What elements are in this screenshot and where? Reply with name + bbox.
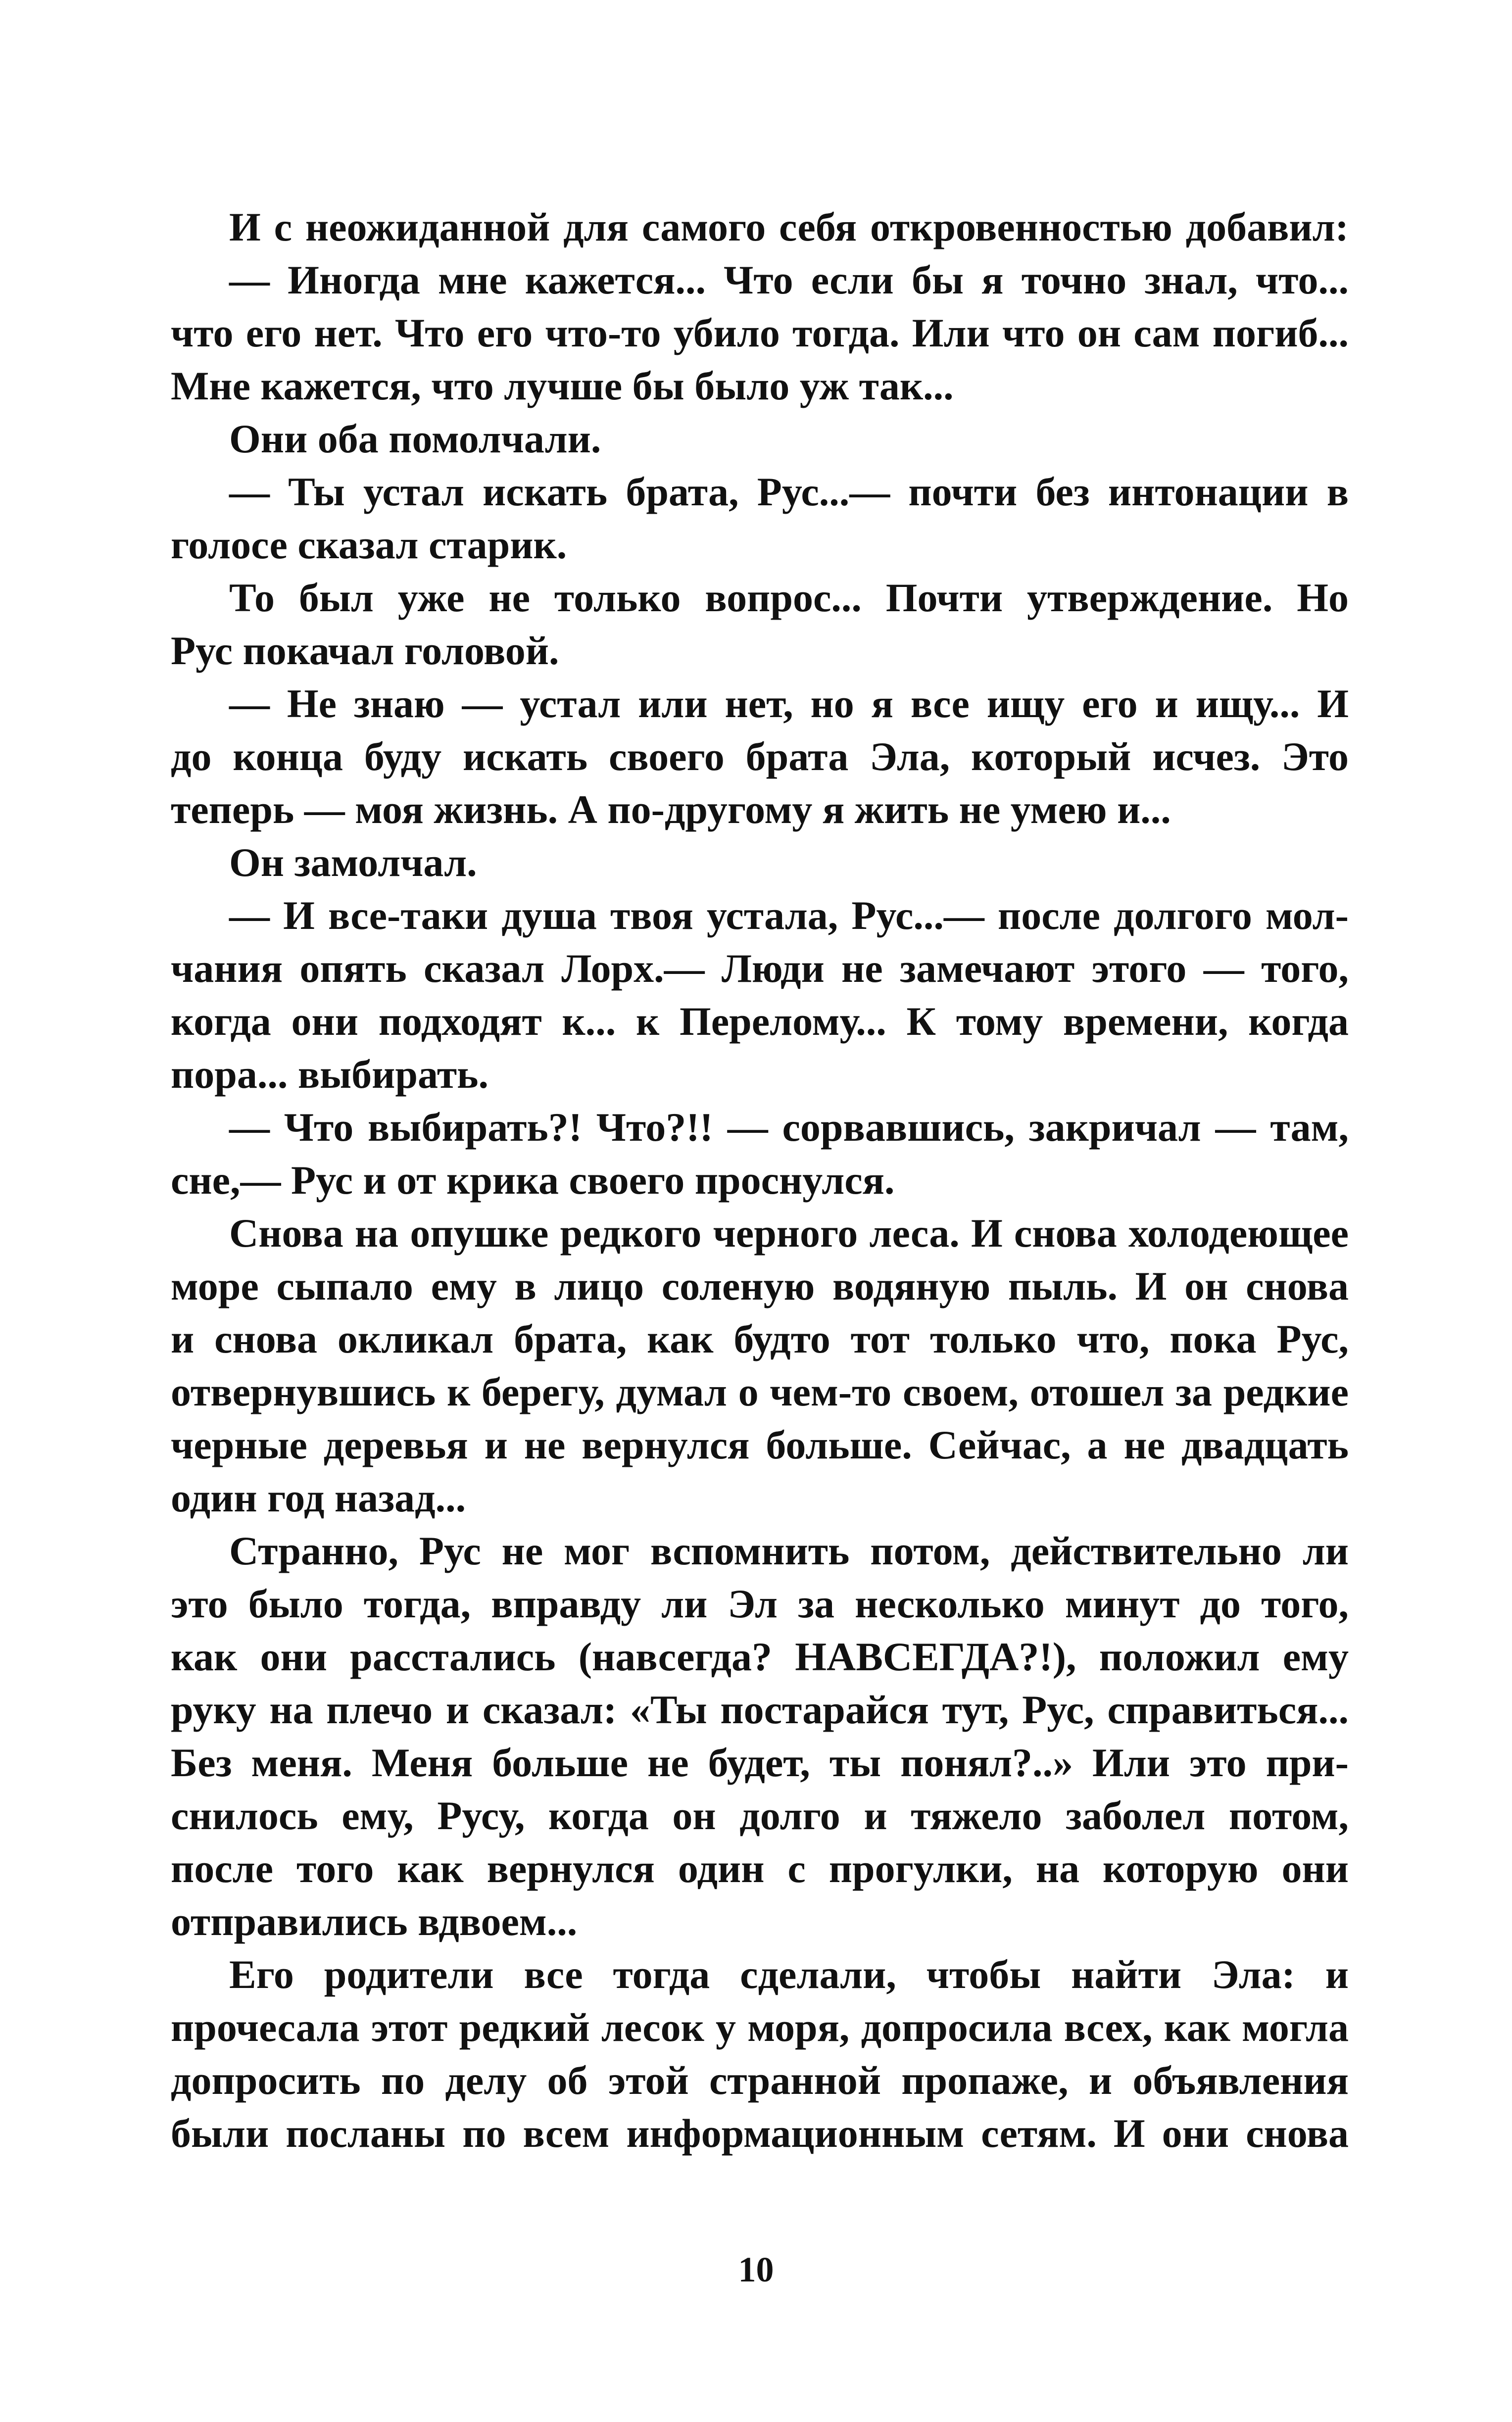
- text-line: отправились вдвоем...: [171, 1899, 578, 1944]
- text-line: Странно, Рус не мог вспомнить потом, действительно ли: [229, 1528, 1349, 1573]
- text-line: Снова на опушке редкого черного леса. И снова холодеющее: [229, 1211, 1349, 1256]
- text-line: и снова окликал брата, как будто тот только что, пока Рус,: [171, 1316, 1349, 1361]
- text-line: пора... выбирать.: [171, 1052, 489, 1097]
- text-line: Его родители все тогда сделали, чтобы найти Эла: и: [229, 1952, 1349, 1997]
- text-line: снилось ему, Русу, когда он долго и тяжело заболел потом,: [171, 1793, 1349, 1838]
- text-line: Они оба помолчали.: [229, 416, 601, 461]
- text-line: — Иногда мне кажется... Что если бы я точно знал, что...: [229, 257, 1349, 302]
- text-line: прочесала этот редкий лесок у моря, допросила всех, как могла: [171, 2005, 1349, 2050]
- text-line: — Что выбирать?! Что?!! — сорвавшись, закричал — там,: [229, 1105, 1349, 1150]
- text-line: Без меня. Меня больше не будет, ты понял?..» Или это при-: [171, 1740, 1349, 1785]
- text-line: после того как вернулся один с прогулки, на которую они: [171, 1846, 1349, 1891]
- text-line: руку на плечо и сказал: «Ты постарайся тут, Рус, справиться...: [171, 1687, 1349, 1732]
- page-number: 10: [738, 2250, 774, 2289]
- text-line: Рус покачал головой.: [171, 628, 559, 673]
- text-line: черные деревья и не вернулся больше. Сейчас, а не двадцать: [171, 1422, 1349, 1467]
- text-line: — Ты устал искать брата, Рус...— почти без интонации в: [229, 469, 1349, 514]
- text-line: море сыпало ему в лицо соленую водяную пыль. И он снова: [171, 1263, 1349, 1308]
- text-line: что его нет. Что его что-то убило тогда. Или что он сам погиб...: [171, 310, 1349, 355]
- text-line: как они расстались (навсегда? НАВСЕГДА?!), положил ему: [171, 1634, 1349, 1679]
- text-line: Он замолчал.: [229, 840, 477, 885]
- text-line: до конца буду искать своего брата Эла, который исчез. Это: [171, 734, 1349, 779]
- text-line: То был уже не только вопрос... Почти утверждение. Но: [229, 575, 1349, 620]
- text-line: голосе сказал старик.: [171, 522, 567, 567]
- text-line: Мне кажется, что лучше бы было уж так...: [171, 363, 954, 408]
- text-line: отвернувшись к берегу, думал о чем-то своем, отошел за редкие: [171, 1369, 1349, 1414]
- text-line: это было тогда, вправду ли Эл за несколько минут до того,: [171, 1581, 1349, 1626]
- text-line: чания опять сказал Лорх.— Люди не замечают этого — того,: [171, 946, 1349, 991]
- text-line: были посланы по всем информационным сетям. И они снова: [171, 2111, 1349, 2156]
- text-line: допросить по делу об этой странной пропаже, и объявления: [171, 2058, 1349, 2103]
- text-line: — Не знаю — устал или нет, но я все ищу его и ищу... И: [229, 681, 1349, 726]
- text-line: когда они подходят к... к Перелому... К тому времени, когда: [171, 999, 1349, 1044]
- text-line: И с неожиданной для самого себя откровенностью добавил:: [229, 204, 1349, 249]
- text-line: — И все-таки душа твоя устала, Рус...— после долгого мол-: [229, 893, 1349, 938]
- text-line: теперь — моя жизнь. А по-другому я жить не умею и...: [171, 787, 1171, 832]
- text-line: сне,— Рус и от крика своего проснулся.: [171, 1158, 895, 1203]
- body-text: [171, 200, 1349, 2160]
- text-line: один год назад...: [171, 1475, 466, 1520]
